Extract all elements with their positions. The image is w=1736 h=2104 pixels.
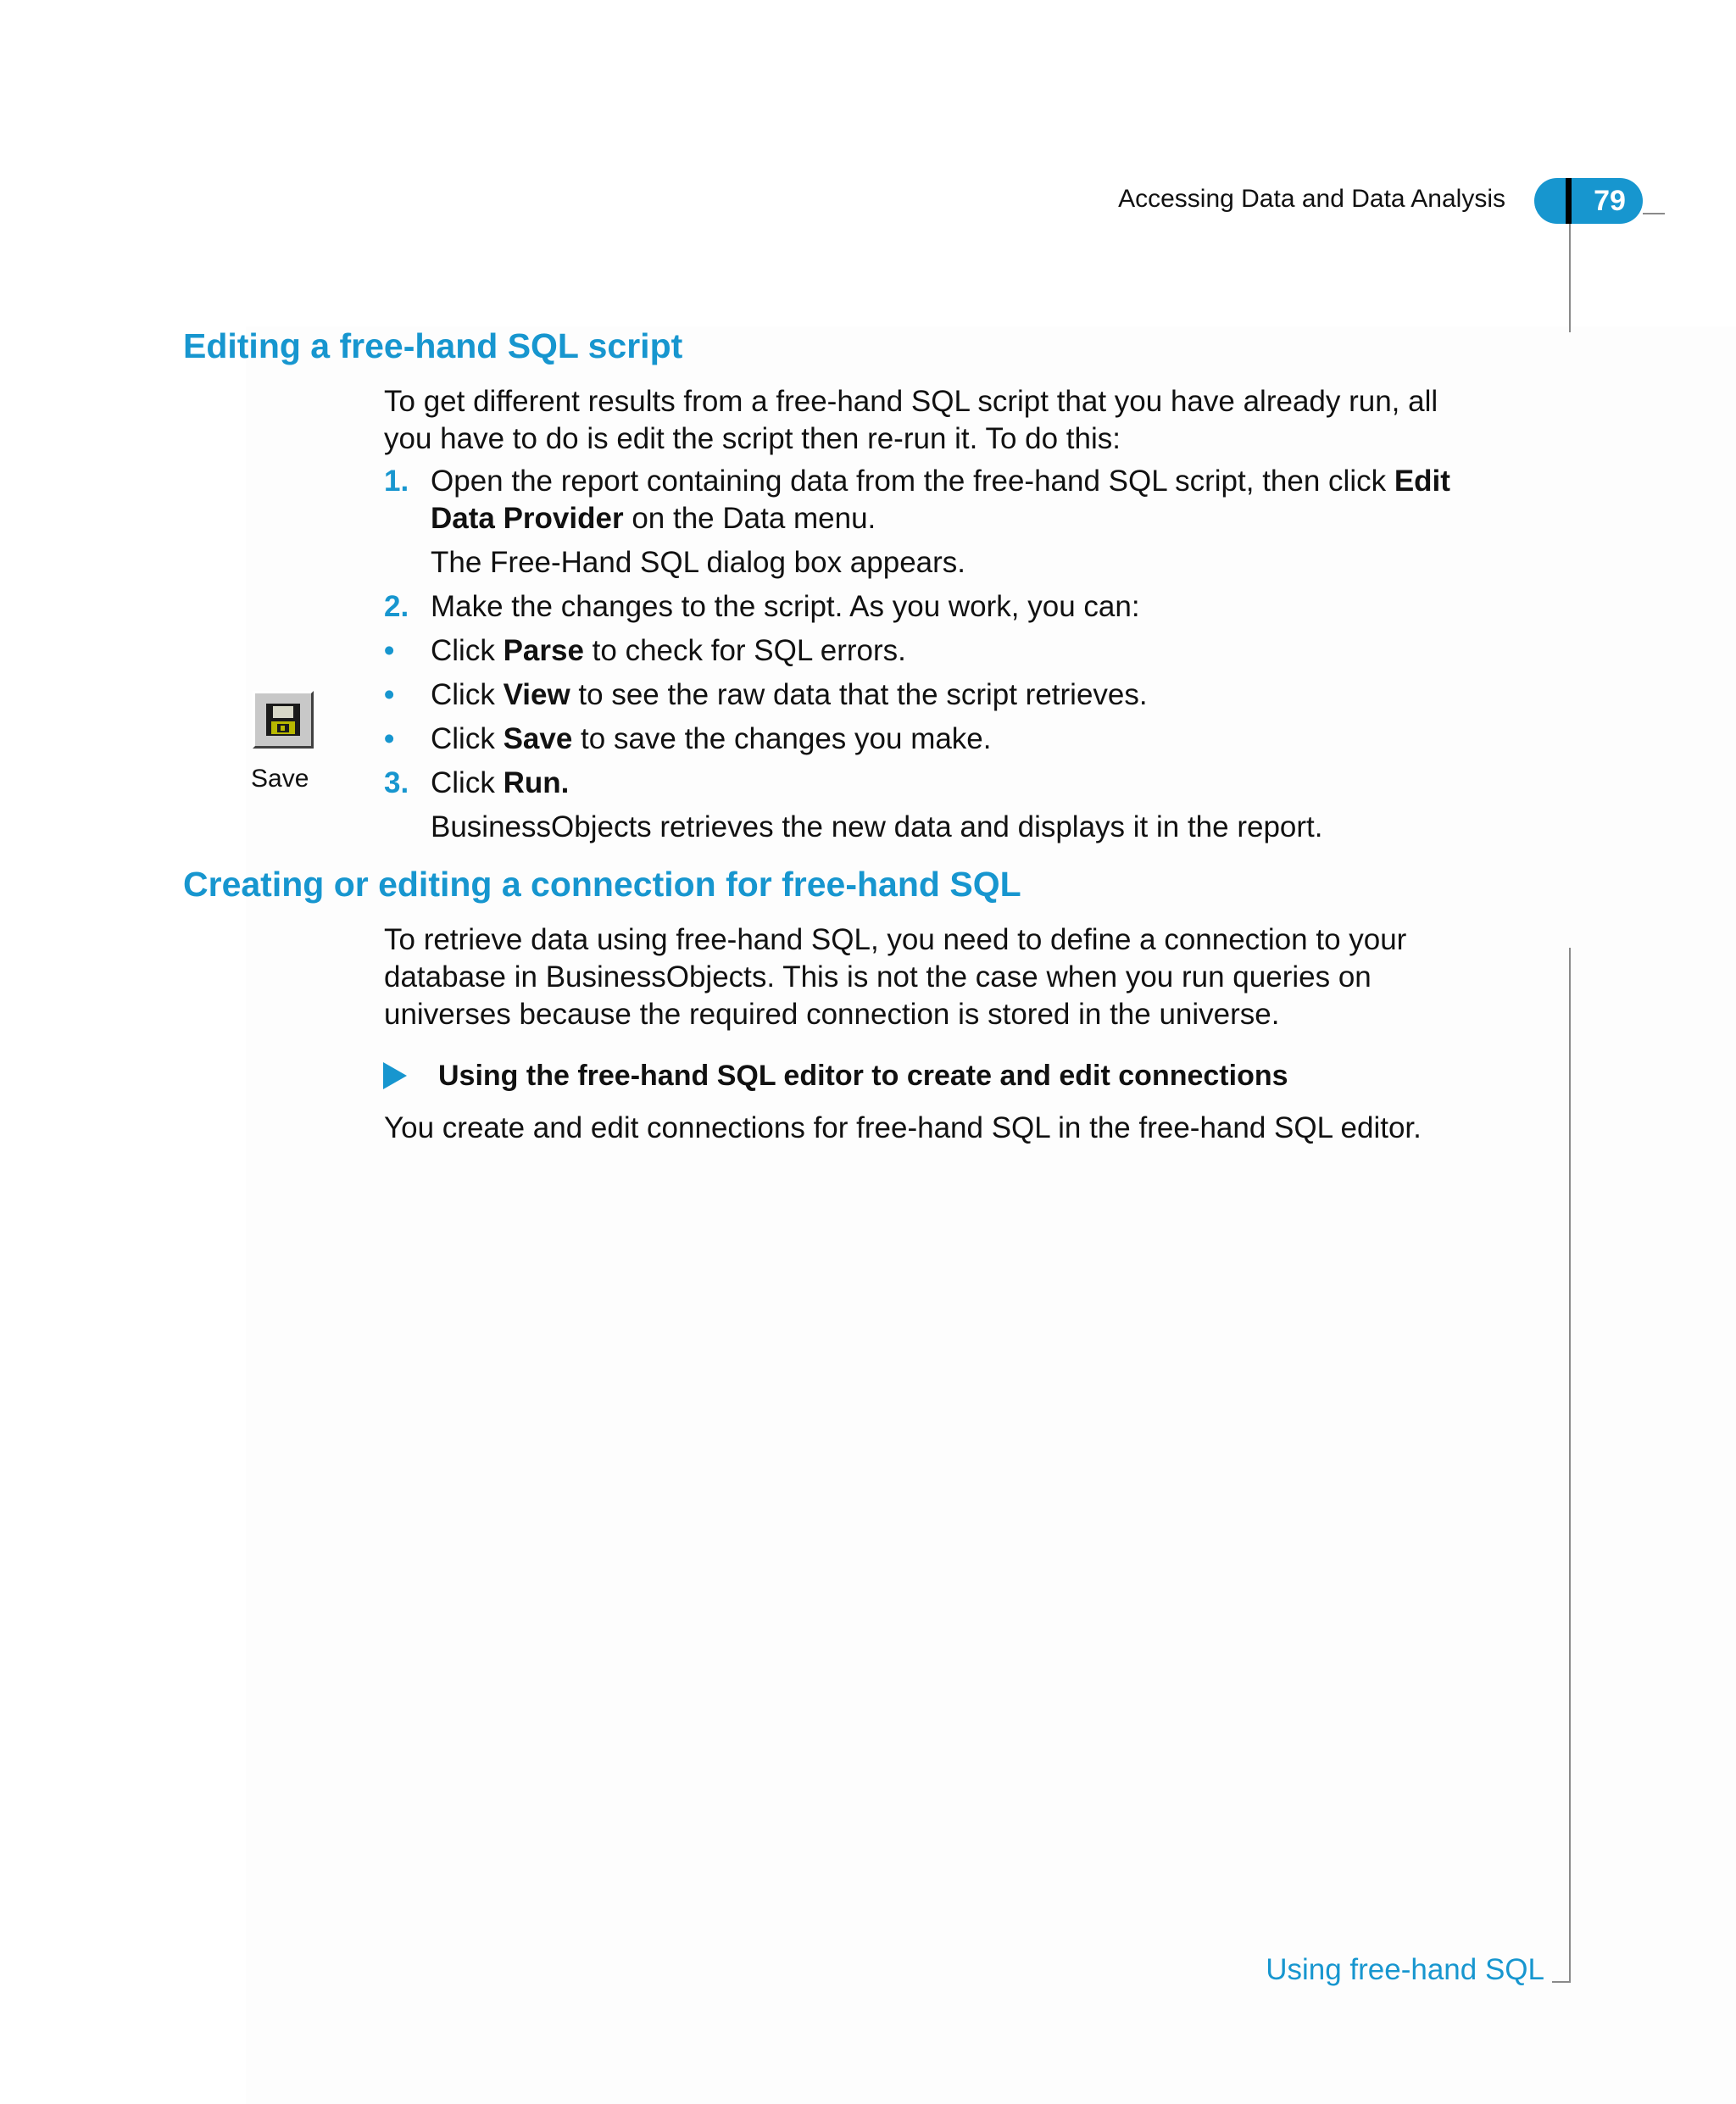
step-text: Make the changes to the script. As you work, you can: xyxy=(431,590,1140,623)
bullet-text: to check for SQL errors. xyxy=(583,634,906,667)
bullet-text: to see the raw data that the script retrieves. xyxy=(570,678,1148,711)
button-name: View xyxy=(503,678,570,711)
save-button-icon xyxy=(253,691,314,749)
bullet-marker: • xyxy=(384,722,395,755)
connection-paragraph xyxy=(384,921,1486,1033)
step-number: 1. xyxy=(384,465,409,498)
procedure-title: Using the free-hand SQL editor to create and edit connections xyxy=(438,1060,1288,1092)
bullet-text: Click xyxy=(431,634,504,667)
step-text: on the Data menu. xyxy=(623,502,876,535)
step-number: 2. xyxy=(384,590,409,623)
header-rule-tick xyxy=(1643,213,1665,214)
bullet-marker: • xyxy=(384,634,395,667)
procedure-text: You create and edit connections for free-hand SQL in the free-hand SQL editor. xyxy=(384,1111,1422,1144)
page-number: 79 xyxy=(1594,185,1626,217)
button-name: Run. xyxy=(503,766,570,799)
footer-rule-tick xyxy=(1552,1981,1571,1983)
step-text: Click xyxy=(431,766,504,799)
section-heading-editing: Editing a free-hand SQL script xyxy=(183,326,683,365)
step-1-result: The Free-Hand SQL dialog box appears. xyxy=(431,546,966,579)
bullet-text: to save the changes you make. xyxy=(572,722,992,755)
intro-line: To get different results from a free-hand SQL script that you have already run, all xyxy=(384,385,1438,418)
bullet-marker: • xyxy=(384,678,395,711)
paragraph-line: To retrieve data using free-hand SQL, you need to define a connection to your xyxy=(384,923,1407,956)
intro-line: you have to do is edit the script then re-run it. To do this: xyxy=(384,422,1121,455)
margin-rule xyxy=(1569,948,1571,1983)
step-3-result: BusinessObjects retrieves the new data and displays it in the report. xyxy=(431,810,1323,843)
button-name: Parse xyxy=(503,634,584,667)
paragraph-line: database in BusinessObjects. This is not the case when you run queries on xyxy=(384,960,1372,994)
running-footer: Using free-hand SQL xyxy=(1266,1953,1544,1986)
save-icon-label: Save xyxy=(251,765,309,793)
paragraph-line: universes because the required connection is stored in the universe. xyxy=(384,998,1280,1031)
margin-rule-top xyxy=(1569,224,1571,332)
section-heading-connection: Creating or editing a connection for free-hand SQL xyxy=(183,865,1021,904)
page-number-tab-bar xyxy=(1566,178,1572,224)
step-text: Open the report containing data from the free-hand SQL script, then click xyxy=(431,465,1394,498)
procedure-arrow-icon xyxy=(383,1062,407,1089)
floppy-disk-icon xyxy=(265,703,301,737)
button-name: Save xyxy=(503,722,573,755)
menu-command: Edit xyxy=(1394,465,1450,498)
bullet-text: Click xyxy=(431,678,504,711)
bullet-text: Click xyxy=(431,722,504,755)
step-number: 3. xyxy=(384,766,409,799)
running-header-title: Accessing Data and Data Analysis xyxy=(1118,185,1505,213)
menu-command: Data Provider xyxy=(431,502,624,535)
intro-paragraph xyxy=(384,383,1486,458)
